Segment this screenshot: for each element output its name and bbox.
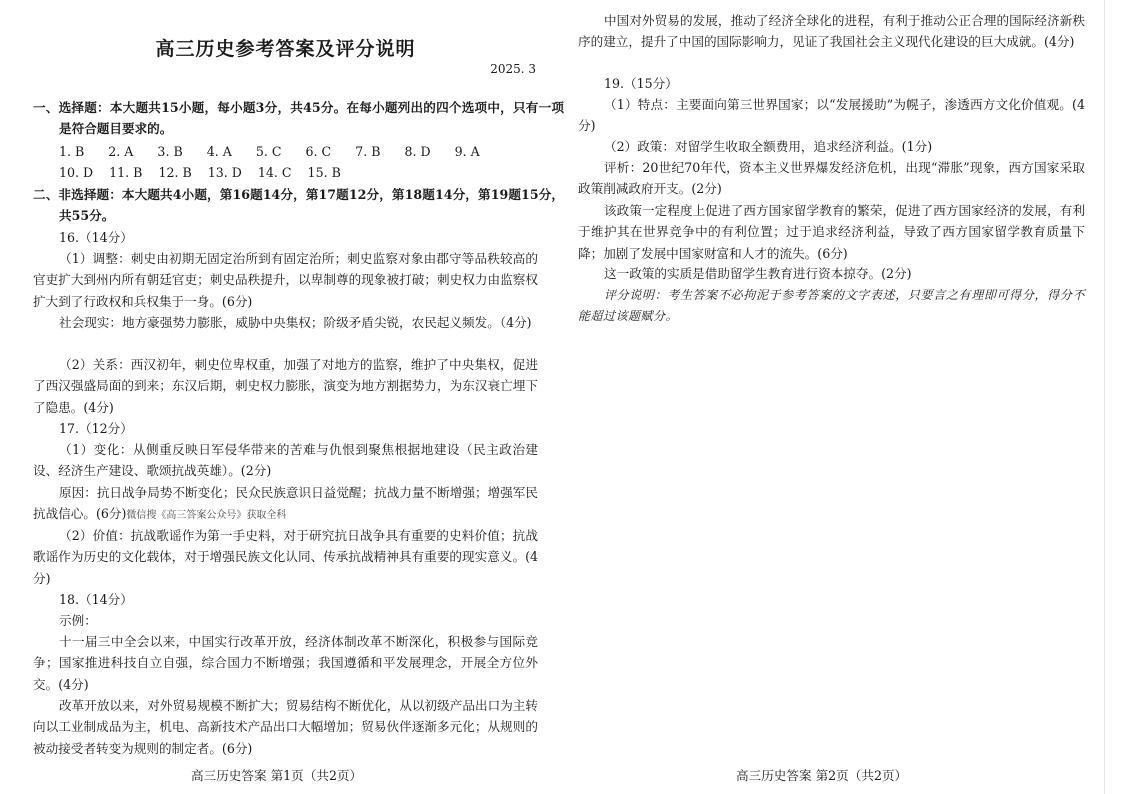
q16-header: 16.（14分）: [59, 230, 133, 245]
q17-reasons: [33, 482, 538, 527]
q17-answer-part2: （2）价值：抗战歌谣作为第一手史料，对于研究抗日战争具有重要的史料价值；抗战歌谣作为历史的文化载体，对于增强民族文化认同、传承抗战精神具有重要的现实意义。(4分): [33, 528, 538, 586]
choice-answers-row-1: 1. B 2. A 3. B 4. A 5. C 6. C 7. B 8. D 9. A: [59, 144, 480, 159]
q18-header: 18.（14分）: [59, 592, 133, 607]
q18-example-label: 示例：: [59, 613, 97, 628]
q19-policy-impact: 该政策一定程度上促进了西方国家留学教育的繁荣，促进了西方国家经济的发展，有利于维护其在世界竞争中的有利位置；过于追求经济利益，导致了西方国家留学教育质量下降；加剧了发展中国家财富和人才的流失。(6分): [578, 203, 1085, 261]
q17-reasons-text: 原因：抗日战争局势不断变化；民众民族意识日益觉醒；抗战力量不断增强；增强军民抗战信心。(6分): [33, 485, 538, 522]
q16-social-reality: 社会现实：地方豪强势力膨胀，威胁中央集权；阶级矛盾尖锐，农民起义频发。（4分): [59, 315, 532, 330]
document-title: 高三历史参考答案及评分说明: [155, 38, 416, 60]
page-1-footer: 高三历史答案 第1页（共2页）: [191, 768, 363, 783]
q17-header: 17.（12分）: [59, 421, 133, 436]
q16-answer-part2: （2）关系：西汉初年，刺史位卑权重，加强了对地方的监察，维护了中央集权，促进了西汉强盛局面的到来；东汉后期，刺史权力膨胀，演变为地方割据势力，为东汉衰亡埋下了隐患。(4分): [33, 357, 538, 415]
q19-policy-essence: 这一政策的实质是借助留学生教育进行资本掠夺。(2分): [604, 266, 912, 281]
q19-answer-part1: （1）特点：主要面向第三世界国家；以“发展援助”为幌子，渗透西方文化价值观。(4分): [578, 97, 1085, 134]
watermark-text: 微信搜《高三答案公众号》获取全科: [126, 510, 287, 522]
scoring-note: 评分说明：考生答案不必拘泥于参考答案的文字表述，只要言之有理即可得分，得分不能超过该题赋分。: [578, 288, 1085, 324]
choice-answers-row-2: 10. D 11. B 12. B 13. D 14. C 15. B: [59, 165, 341, 180]
section1-heading: 一、选择题：本大题共15小题，每小题3分，共45分。在每小题列出的四个选项中，只有一项是符合题目要求的。: [33, 100, 564, 137]
page-edge-line: [1104, 0, 1105, 794]
q17-answer-part1: （1）变化：从侧重反映日军侵华带来的苦难与仇恨到聚焦根据地建设（民主政治建设、经济生产建设、歌颂抗战英雄）。(2分): [33, 442, 538, 479]
section2-heading: 二、非选择题：本大题共4小题，第16题14分，第17题12分，第18题14分，第19题15分，共55分。: [33, 187, 564, 224]
q18-paragraph-1: 十一届三中全会以来，中国实行改革开放，经济体制改革不断深化，积极参与国际竞争；国家推进科技自立自强，综合国力不断增强；我国遵循和平发展理念，开展全方位外交。(4分): [33, 634, 538, 692]
document-date: 2025. 3: [490, 62, 536, 76]
q19-header: 19.（15分）: [604, 76, 678, 91]
q18-paragraph-3: 中国对外贸易的发展，推动了经济全球化的进程，有利于推动公正合理的国际经济新秩序的建立，提升了中国的国际影响力，见证了我国社会主义现代化建设的巨大成就。(4分): [578, 13, 1085, 50]
q16-answer-part1: （1）调整：刺史由初期无固定治所到有固定治所；刺史监察对象由郡守等品秩较高的官吏扩大到州内所有朝廷官吏；刺史品秩提升，以卑制尊的现象被打破；刺史权力由监察权扩大到了行政权和兵权集于一身。(6分): [33, 251, 538, 309]
q18-paragraph-2: 改革开放以来，对外贸易规模不断扩大；贸易结构不断优化，从以初级产品出口为主转向以工业制成品为主，机电、高新技术产品出口大幅增加；贸易伙伴逐渐多元化；从规则的被动接受者转变为规则的制定者。(6分): [33, 698, 538, 756]
q19-answer-part2: （2）政策：对留学生收取全额费用，追求经济利益。(1分): [604, 139, 933, 154]
q19-evaluation: 评析：20世纪70年代，资本主义世界爆发经济危机，出现“滞胀”现象，西方国家采取政策削减政府开支。(2分): [578, 160, 1085, 197]
page-2-footer: 高三历史答案 第2页（共2页）: [736, 768, 908, 783]
